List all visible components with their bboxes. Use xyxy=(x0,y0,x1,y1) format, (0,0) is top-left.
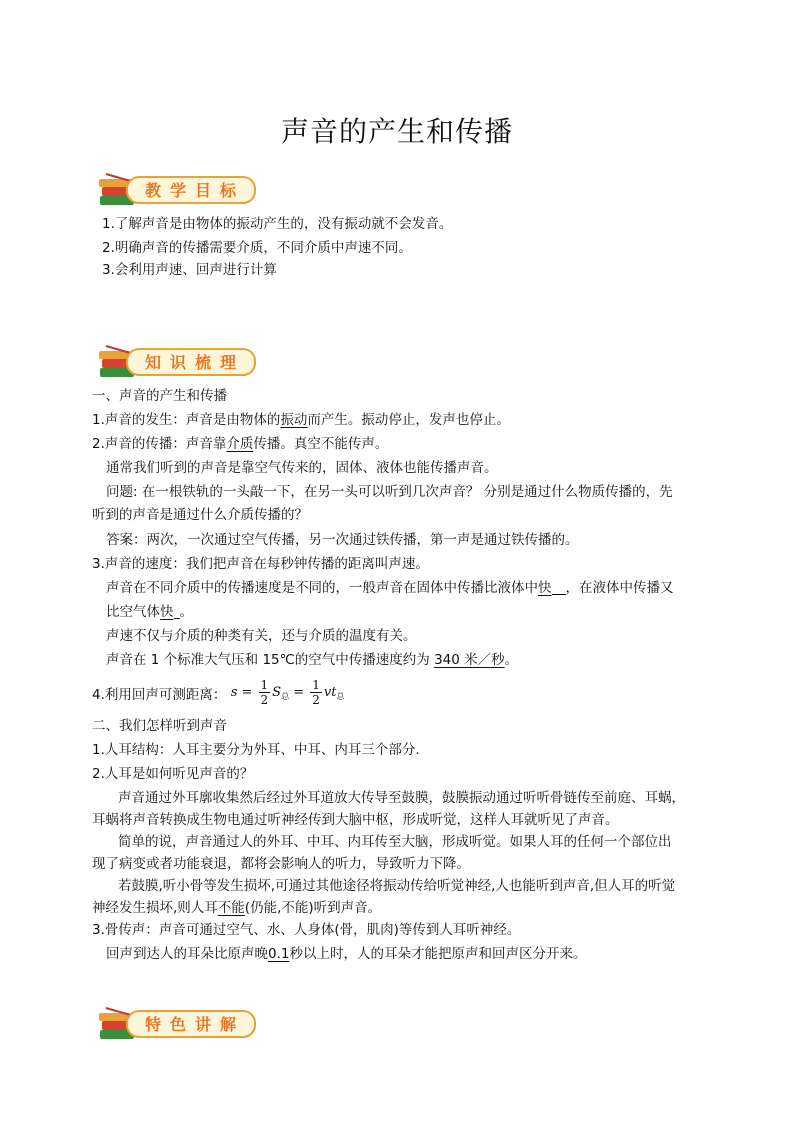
point-3-speed-2: 比空气体快 。 xyxy=(106,604,193,620)
badge-label: 知识梳理 xyxy=(144,353,245,372)
answer-blank: 介质 xyxy=(226,436,254,452)
answer-blank: 340 米／秒 xyxy=(434,652,505,668)
answer-blank: 0.1 xyxy=(268,946,290,962)
question-line-2: 听到的声音是通过什么介质传播的？ xyxy=(92,507,308,523)
goal-1: 1.了解声音是由物体的振动产生的，没有振动就不会发音。 xyxy=(102,216,453,232)
point-3-speed-value: 声音在 1 个标准大气压和 15℃的空气中传播速度约为 340 米／秒。 xyxy=(106,652,519,668)
question-line-1: 问题: 在一根铁轨的一头敲一下，在另一头可以听到几次声音？ 分别是通过什么物质传播的，先 xyxy=(106,484,673,500)
point-3: 3.声音的速度：我们把声音在每秒钟传播的距离叫声速。 xyxy=(92,556,429,572)
section-1-heading: 一、声音的产生和传播 xyxy=(92,388,227,404)
section-badge-features xyxy=(96,1006,258,1042)
section-badge-knowledge xyxy=(96,344,258,380)
section-2-heading: 二、我们怎样听到声音 xyxy=(92,718,227,734)
echo-note: 回声到达人的耳朵比原声晚0.1秒以上时，人的耳朵才能把原声和回声区分开来。 xyxy=(106,946,587,962)
section-badge-goals xyxy=(96,172,258,208)
goal-2: 2.明确声音的传播需要介质，不同介质中声速不同。 xyxy=(102,240,412,256)
point-3-speed-1: 声音在不同介质中的传播速度是不同的，一般声音在固体中传播比液体中快 ，在液体中传播又 xyxy=(106,580,674,596)
answer-blank: 快 xyxy=(538,580,552,596)
badge-label: 教学目标 xyxy=(144,181,245,200)
ear-point-3: 3.骨传声：声音可通过空气、水、人身体(骨，肌肉)等传到人耳听神经。 xyxy=(92,922,521,938)
echo-formula: s = $\frac{1}{2}$ $S_总$ = $\frac{1}{2}$ $vt_总$ xyxy=(230,678,345,707)
ear-point-1: 1.人耳结构：人耳主要分为外耳、中耳、内耳三个部分. xyxy=(92,742,420,758)
ear-paragraph-3b: 神经发生损坏,则人耳不能(仍能,不能)听到声音。 xyxy=(92,900,382,916)
badge-label: 特色讲解 xyxy=(144,1015,245,1034)
ear-paragraph-1b: 耳蜗将声音转换成生物电通过听神经传到大脑中枢，形成听觉，这样人耳就听见了声音。 xyxy=(92,812,619,828)
page-title: 声音的产生和传播 xyxy=(280,115,513,148)
ear-paragraph-1: 声音通过外耳廓收集然后经过外耳道放大传导至鼓膜，鼓膜振动通过听听骨链传至前庭、耳蜗， xyxy=(118,790,685,806)
answer-line: 答案：两次，一次通过空气传播，另一次通过铁传播，第一声是通过铁传播的。 xyxy=(106,532,579,548)
answer-blank: 振动 xyxy=(280,412,308,428)
point-1: 1.声音的发生：声音是由物体的振动而产生。振动停止，发声也停止。 xyxy=(92,412,510,428)
point-4: 4.利用回声可测距离： s = $\frac{1}{2}$ $S_总$ = $\frac{1}{2}$ $vt_总$ xyxy=(92,676,344,714)
ear-point-2: 2.人耳是如何听见声音的？ xyxy=(92,766,254,782)
goal-3: 3.会利用声速、回声进行计算 xyxy=(102,262,277,278)
ear-paragraph-2: 简单的说，声音通过人的外耳、中耳、内耳传至大脑，形成听觉。如果人耳的任何一个部位出 xyxy=(118,834,672,850)
answer-blank: 不能 xyxy=(217,900,245,916)
ear-paragraph-2b: 现了病变或者功能衰退，都将会影响人的听力，导致听力下降。 xyxy=(92,856,470,872)
point-2: 2.声音的传播：声音靠介质传播。真空不能传声。 xyxy=(92,436,389,452)
point-3-temperature: 声速不仅与介质的种类有关，还与介质的温度有关。 xyxy=(106,628,417,644)
answer-blank: 快 xyxy=(160,604,174,620)
ear-paragraph-3: 若鼓膜,听小骨等发生损坏,可通过其他途径将振动传给听觉神经,人也能听到声音,但人耳的听觉 xyxy=(118,878,676,894)
point-2-detail: 通常我们听到的声音是靠空气传来的，固体、液体也能传播声音。 xyxy=(106,460,498,476)
